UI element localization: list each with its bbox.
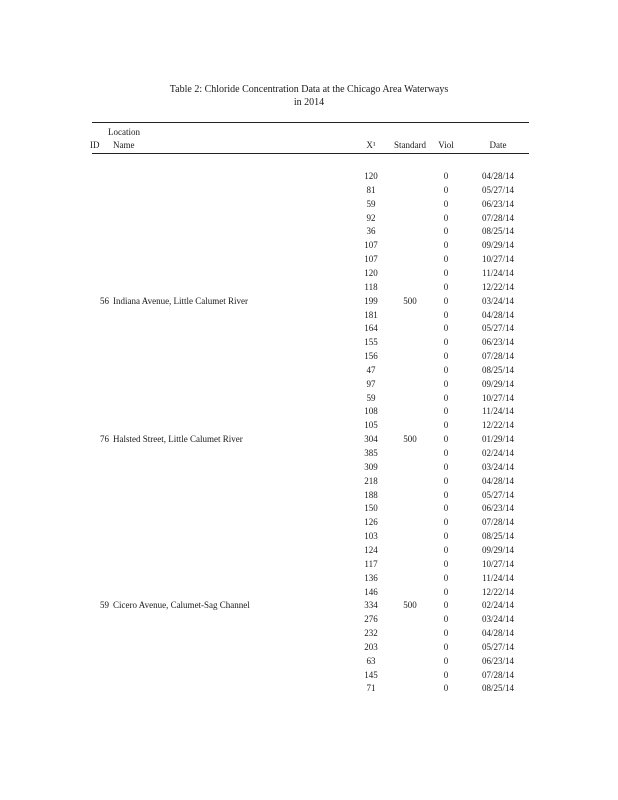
chloride-value: 59 xyxy=(366,392,376,403)
table-row xyxy=(0,254,618,268)
table-row xyxy=(0,587,618,601)
table-row xyxy=(0,559,618,573)
violation-count: 0 xyxy=(443,240,449,251)
violation-count: 0 xyxy=(443,392,449,403)
sample-date: 08/25/14 xyxy=(481,226,514,237)
header-x: X¹ xyxy=(366,140,376,150)
chloride-value: 124 xyxy=(364,545,378,555)
table-row xyxy=(0,642,618,656)
table-row xyxy=(0,240,618,254)
violation-count: 0 xyxy=(443,323,449,334)
sample-date: 06/23/14 xyxy=(481,198,514,209)
sample-date: 02/24/14 xyxy=(481,448,514,458)
sample-date: 02/24/14 xyxy=(481,600,514,611)
header-viol: Viol xyxy=(438,140,454,150)
sample-date: 06/23/14 xyxy=(481,503,514,514)
sample-date: 10/27/14 xyxy=(481,558,514,569)
header-location: Location xyxy=(108,127,140,137)
sample-date: 06/23/14 xyxy=(481,655,514,666)
violation-count: 0 xyxy=(443,448,449,458)
chloride-value: 276 xyxy=(364,614,378,625)
violation-count: 0 xyxy=(443,461,449,472)
top-rule xyxy=(92,122,529,123)
table-row xyxy=(0,545,618,559)
site-id: 56 xyxy=(100,295,109,306)
chloride-value: 150 xyxy=(364,503,378,514)
sample-date: 07/28/14 xyxy=(481,517,514,528)
sample-date: 07/28/14 xyxy=(481,669,514,680)
standard-value: 500 xyxy=(403,295,417,306)
sample-date: 08/25/14 xyxy=(481,364,514,375)
table-row xyxy=(0,420,618,434)
table-row xyxy=(0,573,618,587)
violation-count: 0 xyxy=(443,226,449,237)
violation-count: 0 xyxy=(443,531,449,542)
violation-count: 0 xyxy=(443,337,449,348)
sample-date: 03/24/14 xyxy=(481,295,514,306)
chloride-value: 47 xyxy=(366,364,376,375)
header-id: ID xyxy=(90,140,100,150)
site-name: Halsted Street, Little Calumet River xyxy=(113,434,243,445)
site-id: 76 xyxy=(100,434,109,445)
table-row xyxy=(0,282,618,296)
chloride-value: 107 xyxy=(364,254,378,265)
sample-date: 05/27/14 xyxy=(481,184,514,195)
chloride-value: 304 xyxy=(364,434,378,445)
violation-count: 0 xyxy=(443,558,449,569)
violation-count: 0 xyxy=(443,184,449,195)
table-row xyxy=(0,296,618,310)
table-row xyxy=(0,600,618,614)
chloride-value: 309 xyxy=(364,461,378,472)
table-row xyxy=(0,683,618,697)
chloride-value: 120 xyxy=(364,267,378,278)
chloride-value: 199 xyxy=(364,295,378,306)
table-row xyxy=(0,213,618,227)
table-row xyxy=(0,226,618,240)
violation-count: 0 xyxy=(443,503,449,514)
site-name: Indiana Avenue, Little Calumet River xyxy=(113,295,249,306)
sample-date: 11/24/14 xyxy=(482,572,514,583)
chloride-value: 81 xyxy=(366,184,376,195)
sample-date: 05/27/14 xyxy=(481,641,514,652)
violation-count: 0 xyxy=(443,267,449,278)
sample-date: 01/29/14 xyxy=(481,434,514,445)
header-name: Name xyxy=(113,140,135,150)
chloride-value: 156 xyxy=(364,351,378,361)
violation-count: 0 xyxy=(443,378,449,389)
violation-count: 0 xyxy=(443,434,449,445)
chloride-value: 105 xyxy=(364,420,378,431)
sample-date: 08/25/14 xyxy=(481,683,514,694)
violation-count: 0 xyxy=(443,254,449,265)
table-row xyxy=(0,628,618,642)
violation-count: 0 xyxy=(443,600,449,611)
sample-date: 12/22/14 xyxy=(481,420,514,431)
sample-date: 09/29/14 xyxy=(481,240,514,251)
violation-count: 0 xyxy=(443,572,449,583)
chloride-value: 155 xyxy=(364,337,378,348)
chloride-value: 63 xyxy=(366,655,376,666)
table-row xyxy=(0,171,618,185)
sample-date: 04/28/14 xyxy=(481,309,514,320)
chloride-value: 92 xyxy=(366,212,376,223)
header-rule xyxy=(92,153,529,154)
violation-count: 0 xyxy=(443,669,449,680)
table-subtitle: in 2014 xyxy=(293,97,325,108)
sample-date: 08/25/14 xyxy=(481,531,514,542)
violation-count: 0 xyxy=(443,406,449,417)
table-row xyxy=(0,490,618,504)
table-row xyxy=(0,517,618,531)
violation-count: 0 xyxy=(443,309,449,320)
chloride-value: 126 xyxy=(364,517,378,528)
sample-date: 04/28/14 xyxy=(481,171,514,181)
sample-date: 10/27/14 xyxy=(481,392,514,403)
table-row xyxy=(0,185,618,199)
sample-date: 05/27/14 xyxy=(481,323,514,334)
sample-date: 04/28/14 xyxy=(481,475,514,486)
chloride-value: 146 xyxy=(364,586,378,597)
header-standard: Standard xyxy=(394,140,426,150)
violation-count: 0 xyxy=(443,628,449,638)
violation-count: 0 xyxy=(443,212,449,223)
chloride-value: 59 xyxy=(366,198,376,209)
chloride-value: 103 xyxy=(364,531,378,542)
violation-count: 0 xyxy=(443,295,449,306)
violation-count: 0 xyxy=(443,351,449,361)
chloride-value: 71 xyxy=(366,683,376,694)
violation-count: 0 xyxy=(443,641,449,652)
chloride-value: 232 xyxy=(364,628,378,638)
sample-date: 09/29/14 xyxy=(481,545,514,555)
table-row xyxy=(0,434,618,448)
sample-date: 11/24/14 xyxy=(482,267,514,278)
table-row xyxy=(0,406,618,420)
standard-value: 500 xyxy=(403,434,417,445)
chloride-value: 136 xyxy=(364,572,378,583)
violation-count: 0 xyxy=(443,198,449,209)
sample-date: 11/24/14 xyxy=(482,406,514,417)
site-name: Cicero Avenue, Calumet-Sag Channel xyxy=(113,600,250,611)
chloride-value: 188 xyxy=(364,489,378,500)
sample-date: 07/28/14 xyxy=(481,212,514,223)
sample-date: 09/29/14 xyxy=(481,378,514,389)
chloride-value: 334 xyxy=(364,600,378,611)
violation-count: 0 xyxy=(443,655,449,666)
sample-date: 03/24/14 xyxy=(481,461,514,472)
table-row xyxy=(0,351,618,365)
sample-date: 04/28/14 xyxy=(481,628,514,638)
violation-count: 0 xyxy=(443,420,449,431)
violation-count: 0 xyxy=(443,171,449,181)
table-row xyxy=(0,503,618,517)
table-row xyxy=(0,323,618,337)
table-row xyxy=(0,670,618,684)
table-row xyxy=(0,462,618,476)
table-row xyxy=(0,656,618,670)
table-row xyxy=(0,531,618,545)
violation-count: 0 xyxy=(443,517,449,528)
sample-date: 10/27/14 xyxy=(481,254,514,265)
chloride-value: 385 xyxy=(364,448,378,458)
table-row xyxy=(0,268,618,282)
table-row xyxy=(0,199,618,213)
sample-date: 03/24/14 xyxy=(481,614,514,625)
table-row xyxy=(0,310,618,324)
sample-date: 12/22/14 xyxy=(481,281,514,292)
chloride-value: 108 xyxy=(364,406,378,417)
violation-count: 0 xyxy=(443,489,449,500)
violation-count: 0 xyxy=(443,683,449,694)
chloride-value: 118 xyxy=(364,281,378,292)
chloride-value: 117 xyxy=(364,558,378,569)
violation-count: 0 xyxy=(443,586,449,597)
table-row xyxy=(0,337,618,351)
header-date: Date xyxy=(489,140,507,150)
table-row xyxy=(0,379,618,393)
chloride-value: 145 xyxy=(364,669,378,680)
table-row xyxy=(0,476,618,490)
chloride-value: 97 xyxy=(366,378,376,389)
violation-count: 0 xyxy=(443,475,449,486)
violation-count: 0 xyxy=(443,364,449,375)
table-row xyxy=(0,365,618,379)
sample-date: 12/22/14 xyxy=(481,586,514,597)
chloride-value: 203 xyxy=(364,641,378,652)
sample-date: 05/27/14 xyxy=(481,489,514,500)
chloride-value: 36 xyxy=(366,226,376,237)
table-row xyxy=(0,448,618,462)
chloride-value: 107 xyxy=(364,240,378,251)
sample-date: 06/23/14 xyxy=(481,337,514,348)
chloride-value: 181 xyxy=(364,309,378,320)
chloride-value: 120 xyxy=(364,171,378,181)
site-id: 59 xyxy=(100,600,109,611)
violation-count: 0 xyxy=(443,281,449,292)
chloride-value: 164 xyxy=(364,323,378,334)
violation-count: 0 xyxy=(443,614,449,625)
standard-value: 500 xyxy=(403,600,417,611)
sample-date: 07/28/14 xyxy=(481,351,514,361)
table-row xyxy=(0,393,618,407)
chloride-value: 218 xyxy=(364,475,378,486)
table-title: Table 2: Chloride Concentration Data at the Chicago Area Waterways xyxy=(169,84,449,95)
table-row xyxy=(0,614,618,628)
violation-count: 0 xyxy=(443,545,449,555)
